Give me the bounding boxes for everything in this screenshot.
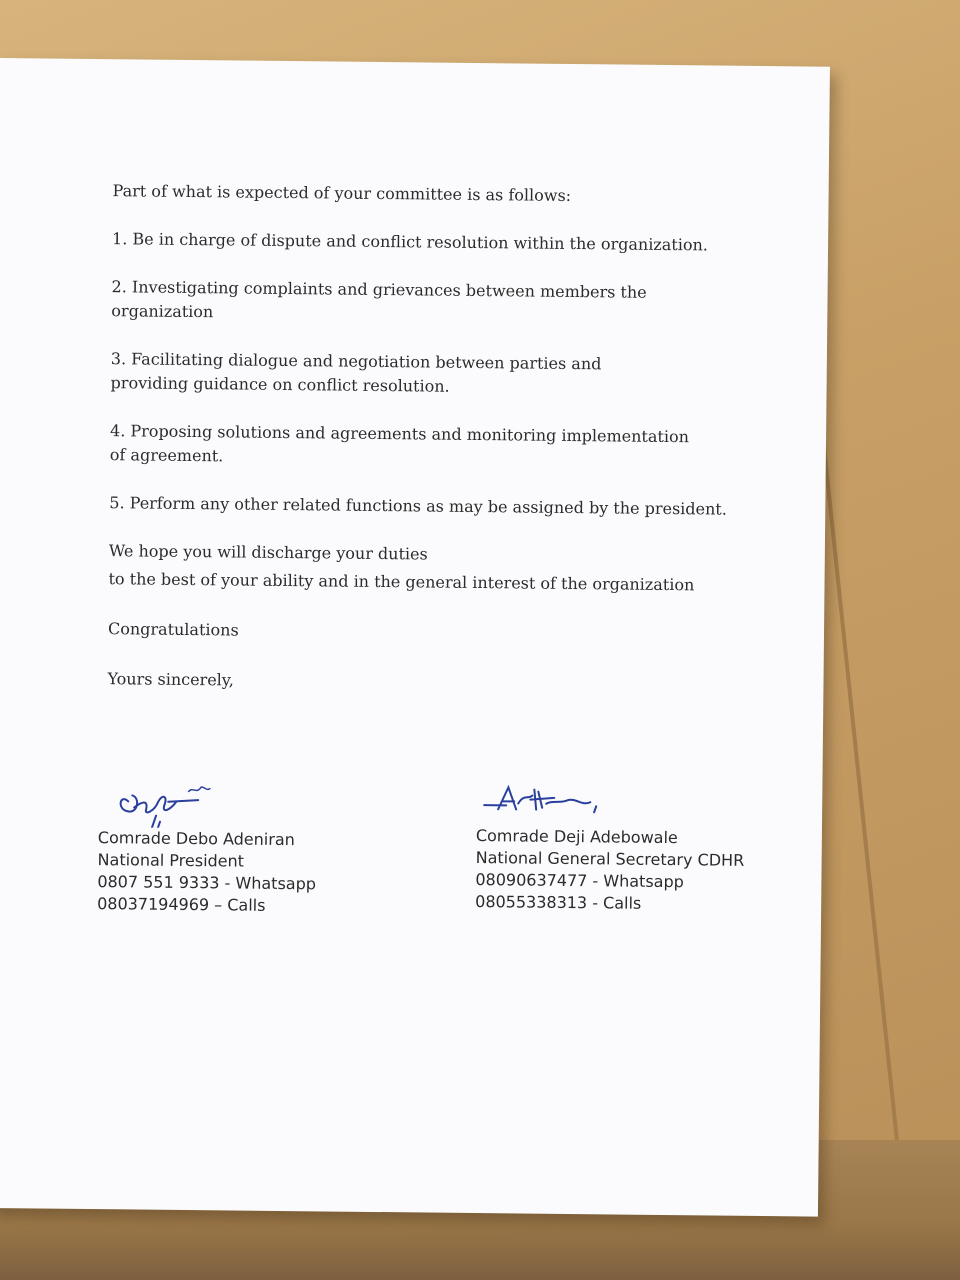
duty-item-1: 1. Be in charge of dispute and conflict resolution within the organization. xyxy=(112,229,709,255)
letter-body xyxy=(107,179,752,698)
secretary-title: National General Secretary CDHR xyxy=(475,848,745,870)
duty-item-4: 4. Proposing solutions and agreements and monitoring implementation of agreement. xyxy=(109,421,690,466)
table-seam xyxy=(815,380,901,1156)
closing-line-1: We hope you will discharge your duties xyxy=(108,541,428,564)
secretary-signature xyxy=(476,769,745,828)
letter-intro: Part of what is expected of your committee is as follows: xyxy=(112,181,572,205)
sign-off: Yours sincerely, xyxy=(107,669,234,690)
duty-item-5: 5. Perform any other related functions as may be assigned by the president. xyxy=(109,493,727,519)
secretary-name: Comrade Deji Adebowale xyxy=(475,826,678,848)
congratulations-text: Congratulations xyxy=(107,619,239,640)
closing-line-2: to the best of your ability and in the general interest of the organization xyxy=(108,569,695,595)
secretary-calls: 08055338313 - Calls xyxy=(475,892,642,913)
president-name: Comrade Debo Adeniran xyxy=(97,828,295,850)
secretary-whatsapp: 08090637477 - Whatsapp xyxy=(475,870,684,892)
president-title: National President xyxy=(97,850,245,871)
signatory-president xyxy=(97,771,317,917)
duty-item-2: 2. Investigating complaints and grievances between members the organization xyxy=(111,277,647,322)
duty-item-3: 3. Facilitating dialogue and negotiation between parties and providing guidance on conflict resolution. xyxy=(110,349,602,396)
president-whatsapp: 0807 551 9333 - Whatsapp xyxy=(97,872,317,894)
president-signature xyxy=(98,771,317,829)
letter-paper xyxy=(0,58,830,1217)
president-calls: 08037194969 – Calls xyxy=(97,894,266,915)
signatory-secretary xyxy=(475,769,745,916)
